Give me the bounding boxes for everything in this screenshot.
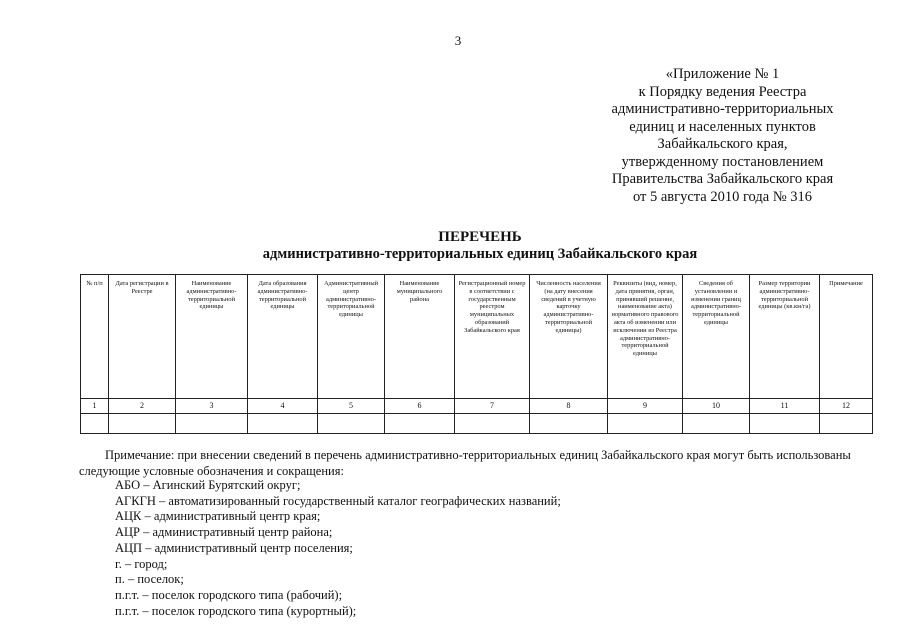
- table-cell: [81, 414, 109, 434]
- column-header: Регистрационный номер в соответствии с государственным реестром муниципальных образований Забайкальского края: [455, 275, 530, 399]
- column-number: 6: [385, 399, 455, 414]
- list-item: п.г.т. – поселок городского типа (курортный);: [115, 603, 357, 618]
- appendix-line: утвержденному постановлением: [621, 153, 824, 170]
- register-table: [80, 274, 873, 434]
- document-title: ПЕРЕЧЕНЬ: [438, 229, 522, 245]
- column-number: 5: [318, 399, 385, 414]
- list-item: АЦК – административный центр края;: [115, 509, 321, 524]
- appendix-line: от 5 августа 2010 года № 316: [632, 188, 813, 205]
- list-item: п.г.т. – поселок городского типа (рабочий);: [115, 587, 343, 602]
- appendix-line: Правительства Забайкальского края: [611, 171, 834, 187]
- list-item: АБО – Агинский Бурятский округ;: [115, 478, 301, 492]
- column-number: 4: [248, 399, 318, 414]
- abbreviation-list: [115, 478, 561, 619]
- column-number: 8: [530, 399, 608, 414]
- page-number: 3: [454, 33, 462, 48]
- appendix-line: административно-территориальных: [611, 101, 834, 117]
- table-header-row: [81, 275, 873, 399]
- table-cell: [109, 414, 176, 434]
- appendix-line: «Приложение № 1: [665, 66, 780, 82]
- column-number: 7: [455, 399, 530, 414]
- appendix-header: [590, 66, 855, 206]
- table-cell: [683, 414, 750, 434]
- column-header: Наименование административно-территориальной единицы: [176, 275, 248, 399]
- column-number: 2: [109, 399, 176, 414]
- column-number: 9: [608, 399, 683, 414]
- column-header: Сведения об установлении и изменении границ административно-территориальной единицы: [683, 275, 750, 399]
- table-cell: [385, 414, 455, 434]
- list-item: АЦП – административный центр поселения;: [115, 540, 353, 555]
- column-header: Наименование муниципального района: [385, 275, 455, 399]
- table-cell: [176, 414, 248, 434]
- table-cell: [530, 414, 608, 434]
- column-header: Примечание: [820, 275, 873, 399]
- list-item: г. – город;: [115, 556, 168, 571]
- column-header: Размер территории административно-территориальной единицы (кв.км/га): [750, 275, 820, 399]
- appendix-line: Забайкальского края,: [657, 136, 788, 152]
- table-cell: [820, 414, 873, 434]
- appendix-line: единиц и населенных пунктов: [629, 118, 816, 135]
- table-cell: [608, 414, 683, 434]
- column-number: 12: [820, 399, 873, 414]
- column-header: Дата регистрации в Реестре: [109, 275, 176, 399]
- list-item: АГКГН – автоматизированный государственный каталог географических названий;: [115, 493, 561, 508]
- column-header: Дата образования административно-территориальной единицы: [248, 275, 318, 399]
- table-cell: [248, 414, 318, 434]
- column-header: № п/п: [81, 275, 109, 399]
- note-section: [79, 447, 875, 479]
- note-intro: Примечание: при внесении сведений в перечень административно-территориальных единиц Забайкальского края могут быть использованы следующие условные обозначения и сокращения:: [79, 448, 851, 478]
- document-subtitle: административно-территориальных единиц Забайкальского края: [262, 246, 698, 262]
- column-header: Численность населения (на дату внесения сведений в учетную карточку административно-территориальной единицы): [530, 275, 608, 399]
- table-cell: [455, 414, 530, 434]
- table-cell: [750, 414, 820, 434]
- table-cell: [318, 414, 385, 434]
- list-item: п. – поселок;: [115, 572, 184, 587]
- column-number-row: [81, 399, 873, 414]
- appendix-line: к Порядку ведения Реестра: [638, 83, 807, 100]
- table-row: [81, 414, 873, 434]
- column-number: 1: [81, 399, 109, 414]
- column-header: Реквизиты (вид, номер, дата принятия, орган, принявший решение, наименование акта) нормативного правового акта об изменении или исключении из Реестра административно-территориальной единицы: [608, 275, 683, 399]
- list-item: АЦР – административный центр района;: [115, 525, 333, 540]
- column-number: 10: [683, 399, 750, 414]
- column-number: 11: [750, 399, 820, 414]
- column-header: Административный центр административно-территориальной единицы: [318, 275, 385, 399]
- column-number: 3: [176, 399, 248, 414]
